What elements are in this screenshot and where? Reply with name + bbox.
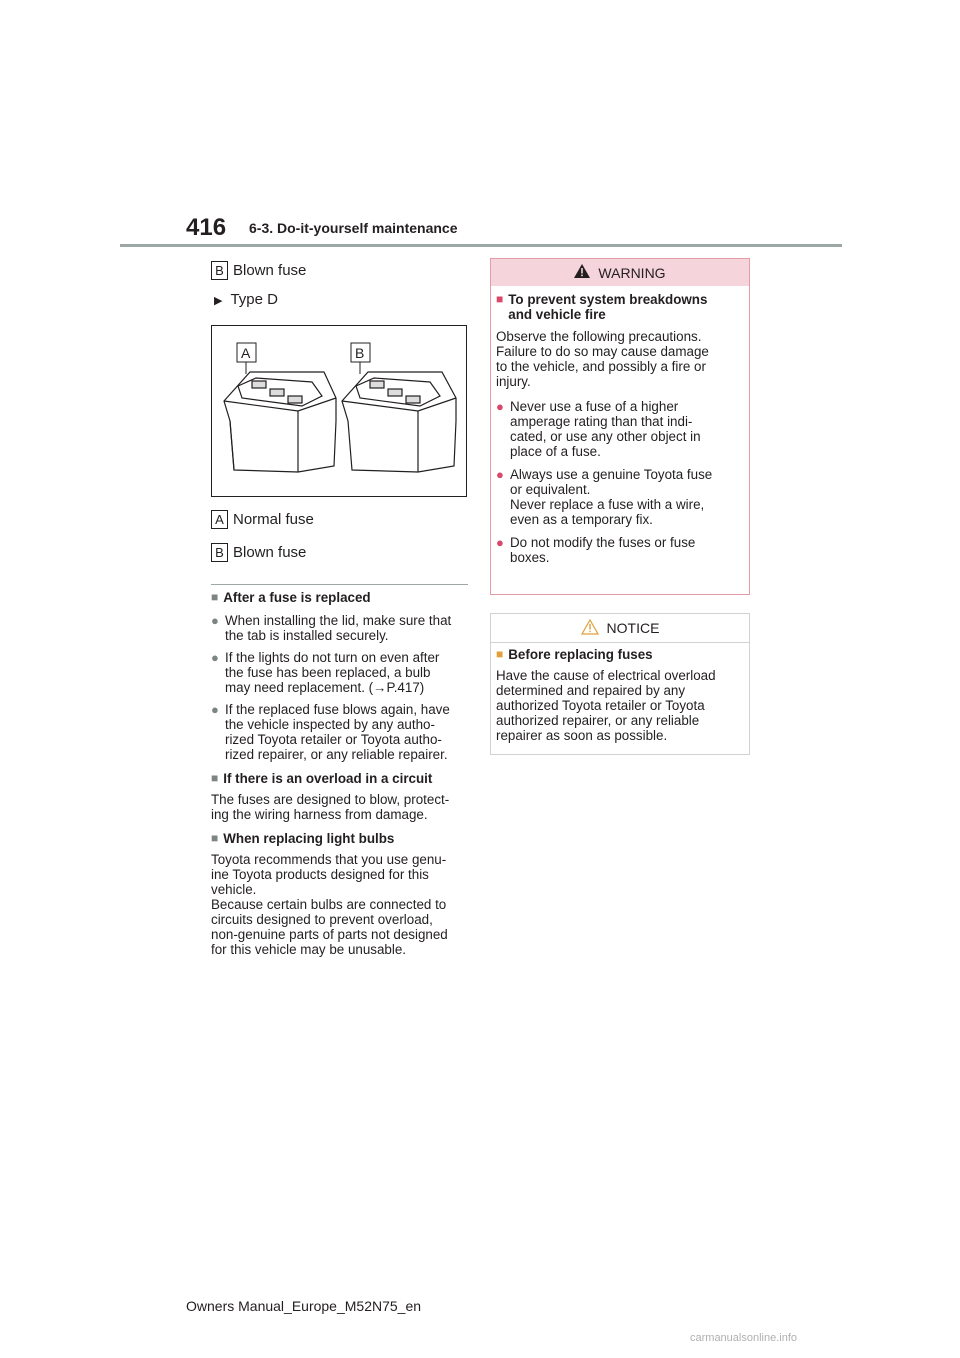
- bullet-line: the tab is installed securely.: [225, 628, 389, 643]
- bullet-line: Do not modify the fuses or fuse: [510, 535, 696, 550]
- circle-bullet-icon: ●: [211, 702, 219, 717]
- overload-heading-text: If there is an overload in a circuit: [223, 771, 433, 786]
- bullet-line: cated, or use any other object in: [510, 429, 701, 444]
- after-bullet-1: [211, 613, 469, 643]
- triangle-right-icon: ▶: [214, 295, 223, 307]
- notice-heading: [496, 647, 746, 662]
- tag-b: B: [211, 261, 228, 280]
- square-bullet-icon: ■: [211, 831, 219, 845]
- notice-title: NOTICE: [606, 620, 660, 636]
- notice-header: [491, 614, 749, 643]
- bullet-line: If the lights do not turn on even after: [225, 650, 440, 665]
- bulbs-heading: [211, 831, 469, 846]
- blown-fuse-caption: [211, 543, 306, 562]
- fuse-a-shape: [224, 372, 336, 472]
- square-bullet-icon: ■: [211, 590, 219, 604]
- blown-fuse-caption-text: Blown fuse: [233, 544, 307, 561]
- bullet-line: boxes.: [510, 550, 550, 565]
- watermark: carmanualsonline.info: [690, 1332, 798, 1344]
- square-bullet-icon: ■: [496, 647, 504, 661]
- circle-bullet-icon: ●: [496, 467, 504, 482]
- bullet-line: the fuse has been replaced, a bulb: [225, 665, 431, 680]
- bullet-line: the vehicle inspected by any autho-: [225, 717, 435, 732]
- warning-bullet-1: [496, 399, 746, 459]
- para-line: ine Toyota products designed for this: [211, 867, 429, 882]
- bullet-line: If the replaced fuse blows again, have: [225, 702, 450, 717]
- para-line: repairer as soon as possible.: [496, 728, 668, 743]
- para-line: determined and repaired by any: [496, 683, 686, 698]
- page-link[interactable]: may need replacement. (→P.417): [225, 680, 425, 695]
- notice-heading-text: Before replacing fuses: [508, 647, 653, 662]
- square-bullet-icon: ■: [211, 771, 219, 785]
- para-line: authorized Toyota retailer or Toyota: [496, 698, 705, 713]
- section-title: 6-3. Do-it-yourself maintenance: [249, 220, 458, 236]
- section-divider: [211, 584, 468, 585]
- notice-content: [496, 647, 746, 743]
- manual-id: Owners Manual_Europe_M52N75_en: [186, 1298, 422, 1314]
- header-rule: [120, 244, 842, 247]
- warning-intro: [496, 329, 746, 389]
- circle-bullet-icon: ●: [496, 399, 504, 414]
- para-line: authorized repairer, or any reliable: [496, 713, 700, 728]
- bulbs-text: [211, 852, 469, 957]
- blown-fuse-text: Blown fuse: [233, 262, 307, 279]
- bulbs-heading-text: When replacing light bulbs: [223, 831, 395, 846]
- bullet-line: Always use a genuine Toyota fuse: [510, 467, 713, 482]
- after-bullet-3: [211, 702, 469, 762]
- para-line: Because certain bulbs are connected to: [211, 897, 447, 912]
- type-d-line: [214, 291, 278, 308]
- warning-heading-line: To prevent system breakdowns: [508, 292, 708, 307]
- para-line: vehicle.: [211, 882, 257, 897]
- bullet-line: rized Toyota retailer or Toyota autho-: [225, 732, 442, 747]
- bullet-line: even as a temporary fix.: [510, 512, 653, 527]
- para-line: Have the cause of electrical overload: [496, 668, 716, 683]
- para-line: to the vehicle, and possibly a fire or: [496, 359, 706, 374]
- para-line: ing the wiring harness from damage.: [211, 807, 428, 822]
- warning-heading: [496, 292, 746, 322]
- normal-fuse-text: Normal fuse: [233, 511, 314, 528]
- para-line: Toyota recommends that you use genu-: [211, 852, 447, 867]
- para-line: injury.: [496, 374, 531, 389]
- bullet-line: rized repairer, or any reliable repairer.: [225, 747, 448, 762]
- para-line: Failure to do so may cause damage: [496, 344, 709, 359]
- warning-triangle-icon: [574, 264, 590, 281]
- warning-bullet-3: [496, 535, 746, 565]
- bullet-line: Never replace a fuse with a wire,: [510, 497, 705, 512]
- warning-bullet-2: [496, 467, 746, 527]
- fuse-illustration: [211, 325, 467, 497]
- warning-heading-line: and vehicle fire: [508, 307, 606, 322]
- type-d-text: Type D: [230, 291, 278, 308]
- left-notes: [211, 590, 469, 957]
- tag-a: A: [211, 510, 228, 529]
- normal-fuse-caption: [211, 510, 314, 529]
- para-line: for this vehicle may be unusable.: [211, 942, 407, 957]
- overload-text: [211, 792, 469, 822]
- circle-bullet-icon: ●: [211, 650, 219, 665]
- circle-bullet-icon: ●: [211, 613, 219, 628]
- square-bullet-icon: ■: [496, 292, 504, 306]
- notice-text: [496, 668, 746, 743]
- warning-title: WARNING: [598, 264, 666, 281]
- warning-content: [496, 292, 746, 565]
- bullet-line: place of a fuse.: [510, 444, 601, 459]
- bullet-line: Never use a fuse of a higher: [510, 399, 679, 414]
- after-bullet-2: [211, 650, 469, 695]
- overload-heading: [211, 771, 469, 786]
- bullet-line: or equivalent.: [510, 482, 591, 497]
- bullet-line: When installing the lid, make sure that: [225, 613, 452, 628]
- para-line: non-genuine parts of parts not designed: [211, 927, 448, 942]
- after-heading-text: After a fuse is replaced: [223, 590, 371, 605]
- figure-label-a: A: [241, 345, 251, 361]
- para-line: The fuses are designed to blow, protect-: [211, 792, 450, 807]
- blown-fuse-label-top: [211, 261, 306, 280]
- para-line: circuits designed to prevent overload,: [211, 912, 433, 927]
- circle-bullet-icon: ●: [496, 535, 504, 550]
- fuse-drawing: [212, 326, 466, 496]
- tag-b-caption: B: [211, 543, 228, 562]
- page-number: 416: [186, 214, 227, 241]
- caution-triangle-icon: [581, 619, 599, 638]
- bullet-line: amperage rating than that indi-: [510, 414, 693, 429]
- warning-header: [491, 259, 749, 286]
- figure-label-b: B: [355, 345, 365, 361]
- para-line: Observe the following precautions.: [496, 329, 702, 344]
- after-heading: [211, 590, 469, 605]
- fuse-b-shape: [342, 372, 456, 472]
